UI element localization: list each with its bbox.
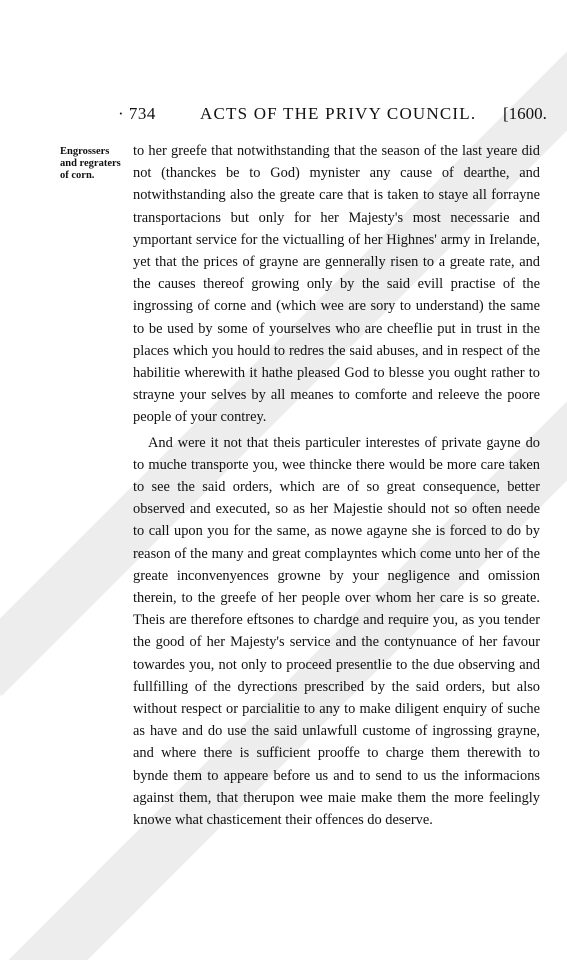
- page-number: · 734: [118, 104, 156, 123]
- body-text: [133, 140, 540, 831]
- paragraph: And were it not that theis particuler interestes of private gayne do to muche transporte you, wee thincke there would be more care taken to see the said orders, which are of so great consequence, better observed and executed, so as her Majestie should not so often neede to call upon you for the same, as nowe agayne she is forced to do by reason of the many and great complayntes which come unto her of the greate inconvenyences growne by your negligence and omission therein, to the greefe of her people over whom her care is so greate. Theis are therefore eftsones to chardge and require you, as you tender the good of her Majesty's service and the contynuance of her favour towardes you, not only to proceed presentlie to the due observing and fullfilling of the dyrections prescribed by the said orders, but also without respect or parcialitie to any to make diligent enquiry of suche as have and do use the said unlawfull custome of ingrossing grayne, and where there is sufficient prooffe to charge them therewith to bynde them to appeare before us and to send to us the informacions against them, that therupon wee maie make them the more feelingly knowe what chasticement their offences do deserve.: [133, 434, 540, 829]
- running-header: [0, 104, 567, 128]
- year-marker: [1600.: [503, 104, 547, 123]
- running-title: ACTS OF THE PRIVY COUNCIL.: [200, 104, 477, 123]
- paragraph: to her greefe that notwithstanding that the season of the last yeare did not (thanckes be to God) mynister any cause of dearthe, and notwithstanding also the greate care that is taken to staye all forrayne transportacions but only for her Majesty's most necessarie and ymportant service for the victualling of her Highnes' army in Irelande, yet that the prices of grayne are gennerally risen to a greate rate, and the causes thereof growing only by the said evill practise of the ingrossing of corne and (which wee are sory to understand) the same to be used by some of yourselves who are cheeflie put in trust in the places which you hould to redres the said abuses, and in respect of the habilitie wherewith it hathe pleased God to blesse you ought rather to strayne your selves by all meanes to comforte and releeve the poore people of your contrey.: [133, 143, 540, 426]
- marginal-note: Engrossers and regraters of corn.: [60, 146, 121, 181]
